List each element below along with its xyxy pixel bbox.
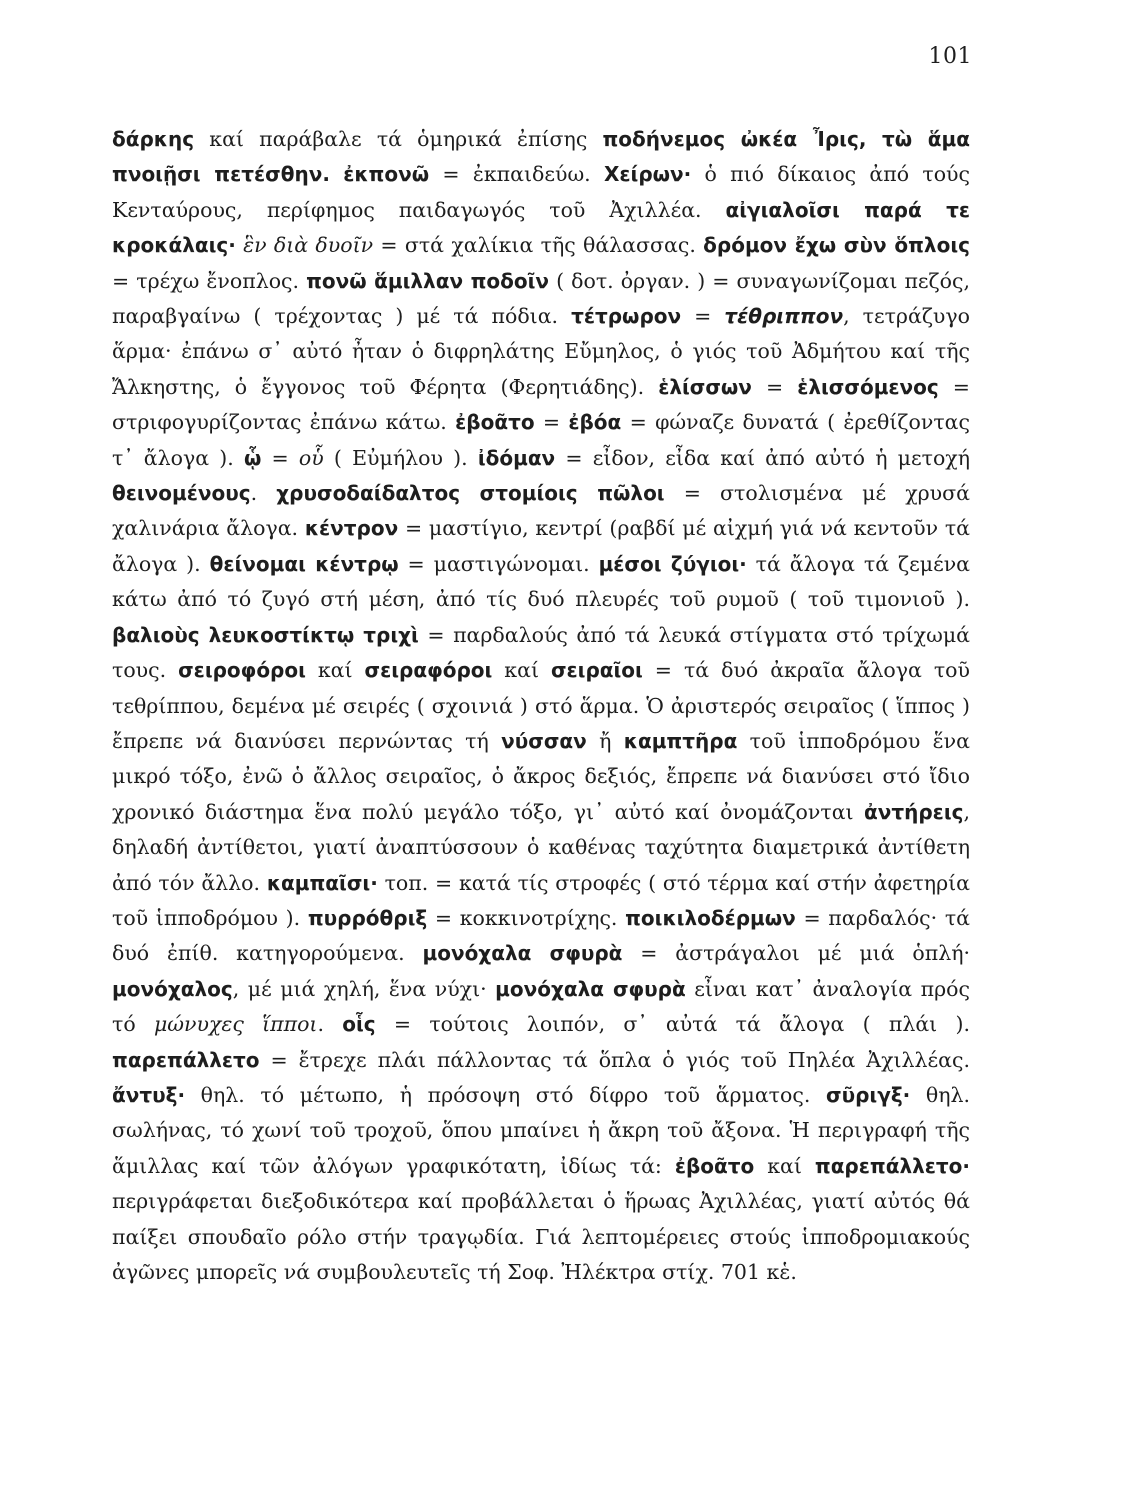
headword: ποικιλοδέρμων xyxy=(625,905,796,930)
gloss-text: = παρδαλούς ἀπό τά λευκά στίγματα στό τρίχωμά τους. xyxy=(112,622,970,683)
headword: σῦριγξ· xyxy=(826,1082,911,1107)
gloss-text: καί παράβαλε τά ὁμηρικά ἐπίσης xyxy=(194,127,603,151)
gloss-text: περιγράφεται διεξοδικότερα καί προβάλλεται ὁ ἥρωας Ἀχιλλέας, γιατί αὐτός θά παίξει σπουδαῖο ρόλο στήν τραγῳδία. Γιά λεπτομέρειες στούς ἱπποδρομιακούς ἀγῶνες μπορεῖς νά συμβουλευτεῖς τή Σοφ. Ἠλέκτρα στίχ. 701 κἑ. xyxy=(112,1189,970,1284)
headword: Χείρων· xyxy=(603,162,692,187)
headword: οἷς xyxy=(342,1012,376,1037)
gloss-text: = ἐκπαιδεύω. xyxy=(429,162,604,187)
gloss-text: = εἶδον, εἶδα καί ἀπό αὐτό ἡ μετοχή xyxy=(555,445,970,470)
gloss-text: = τρέχω ἔνοπλος. xyxy=(112,268,307,293)
headword: ἀντήρεις xyxy=(864,799,964,824)
headword: ἐκπονῶ xyxy=(343,162,430,187)
gloss-text: καί xyxy=(754,1153,815,1178)
gloss-text: , τετράζυγο ἅρμα· ἐπάνω σ᾽ αὐτό ἦταν ὁ διφρηλάτης Εὔμηλος, ὁ γιός τοῦ Ἀδμήτου καί τῆς Ἄλκηστης, ὁ ἔγγονος τοῦ Φέρητα (Φερητιάδης). xyxy=(112,304,970,399)
gloss-text: = xyxy=(261,445,299,470)
gloss-text: θηλ. σωλήνας, τό χωνί τοῦ τροχοῦ, ὅπου μπαίνει ἡ ἄκρη τοῦ ἄξονα. Ἡ περιγραφή τῆς ἅμιλλας καί τῶν ἀλόγων γραφικότατη, ἰδίως τά: xyxy=(112,1082,970,1178)
headword: νύσσαν xyxy=(501,728,587,753)
gloss-text: = μαστίγιο, κεντρί (ραβδί μέ αἰχμή γιά νά κεντοῦν τά ἄλογα ). xyxy=(112,516,970,576)
gloss-text: = στριφογυρίζοντας ἐπάνω κάτω. xyxy=(112,374,970,435)
headword: βαλιοὺς λευκοστίκτῳ τριχὶ xyxy=(112,622,419,647)
gloss-text: ( δοτ. ὀργαν. ) = συναγωνίζομαι πεζός, παραβγαίνω ( τρέχοντας ) μέ τά πόδια. xyxy=(112,268,971,329)
headword: ἑλισσόμενος xyxy=(797,374,939,399)
gloss-text: = xyxy=(534,410,569,435)
headword: σειροφόροι xyxy=(178,658,306,683)
gloss-text xyxy=(330,162,343,186)
gloss-text: εἶναι κατ᾽ ἀναλογία πρός τό xyxy=(112,976,971,1037)
headword: δάρκης xyxy=(112,127,195,151)
headword: παρεπάλλετο xyxy=(112,1047,260,1072)
headword: μονόχαλος xyxy=(112,976,233,1001)
headword-italic: τέθριππον xyxy=(724,304,844,329)
gloss-text: = κοκκινοτρίχης. xyxy=(427,905,626,930)
headword: παρεπάλλετο· xyxy=(814,1153,970,1178)
headword: ἰδόμαν xyxy=(477,445,556,470)
gloss-text: = μαστιγώνομαι. xyxy=(398,551,599,576)
gloss-text: , δηλαδή ἀντίθετοι, γιατί ἀναπτύσσουν ὁ καθένας ταχύτητα διαμετρικά ἀντίθετη ἀπό τόν ἄλλο. xyxy=(112,799,970,895)
headword: κέντρον xyxy=(304,516,399,541)
gloss-text: καί xyxy=(492,658,551,683)
headword: ἑλίσσων xyxy=(658,374,752,399)
headword: ἄντυξ· xyxy=(112,1082,186,1107)
page-number: 101 xyxy=(928,44,972,69)
headword: χρυσοδαίδαλτος στομίοις πῶλοι xyxy=(276,481,665,506)
italic-phrase: ἓν διὰ δυοῖν xyxy=(243,233,374,258)
headword: θεινομένους xyxy=(112,481,251,506)
headword: ἐβοᾶτο xyxy=(455,410,535,435)
gloss-text: = παρδαλός· τά δυό ἐπίθ. κατηγορούμενα. xyxy=(112,905,970,966)
gloss-text: ἤ xyxy=(586,728,624,753)
gloss-text: = τούτοις λοιπόν, σ᾽ αὐτά τά ἄλογα ( πλάι ). xyxy=(375,1012,970,1037)
headword: ποδήνεμος ὠκέα Ἶρις, τὼ ἅμα πνοιῇσι πετέσθην. xyxy=(112,127,970,187)
headword: καμπαῖσι· xyxy=(266,870,378,895)
headword: καμπτῆρα xyxy=(623,728,738,753)
headword: πυρρόθριξ xyxy=(307,905,428,930)
headword: σειραῖοι xyxy=(550,658,643,683)
gloss-text: τά ἄλογα τά ζεμένα κάτω ἀπό τό ζυγό στή μέση, ἀπό τίς δυό πλευρές τοῦ ρυμοῦ ( τοῦ τιμονιοῦ ). xyxy=(112,551,970,612)
gloss-text: = στολισμένα μέ χρυσά χαλινάρια ἄλογα. xyxy=(112,481,970,541)
headword: ᾧ xyxy=(243,445,262,470)
gloss-text: = στά χαλίκια τῆς θάλασσας. xyxy=(373,233,704,258)
gloss-text: = ἔτρεχε πλάι πάλλοντας τά ὅπλα ὁ γιός τοῦ Πηλέα Ἀχιλλέας. xyxy=(259,1047,970,1072)
gloss-text: , μέ μιά χηλή, ἕνα νύχι· xyxy=(232,976,496,1001)
gloss-text: ( Εὐμήλου ). xyxy=(323,445,478,470)
headword: δρόμον ἔχω σὺν ὅπλοις xyxy=(703,233,970,258)
italic-phrase: μώνυχες ἵπποι xyxy=(153,1012,318,1037)
gloss-text: τοῦ ἱπποδρόμου ἕνα μικρό τόξο, ἐνῶ ὁ ἄλλος σειραῖος, ὁ ἄκρος δεξιός, ἔπρεπε νά διανύσει στό ἴδιο χρονικό διάστημα ἕνα πολύ μεγάλο τόξο, γι᾽ αὐτό καί ὀνομάζονται xyxy=(112,728,970,824)
gloss-text: = ἀστράγαλοι μέ μιά ὁπλή· xyxy=(622,941,970,966)
gloss-text: = xyxy=(681,304,725,329)
headword: σειραφόροι xyxy=(364,658,493,683)
headword: αἰγιαλοῖσι παρά τε κροκάλαις· xyxy=(112,197,971,258)
italic-phrase: οὗ xyxy=(298,445,324,470)
gloss-text: = φώναζε δυνατά ( ἐρεθίζοντας τ᾽ ἄλογα ). xyxy=(112,410,971,470)
gloss-text: . xyxy=(250,481,277,506)
gloss-text: καί xyxy=(305,658,365,683)
gloss-text: ὁ πιό δίκαιος ἀπό τούς Κενταύρους, περίφημος παιδαγωγός τοῦ Ἀχιλλέα. xyxy=(112,162,970,222)
gloss-text: . xyxy=(317,1012,343,1037)
headword: τέτρωρον xyxy=(571,304,682,329)
gloss-text: = xyxy=(751,374,798,399)
headword: ἐβοᾶτο xyxy=(674,1153,755,1178)
headword: θείνομαι κέντρῳ xyxy=(209,551,399,576)
headword: ἐβόα xyxy=(568,410,622,435)
gloss-text: = τά δυό ἀκραῖα ἄλογα τοῦ τεθρίππου, δεμένα μέ σειρές ( σχοινιά ) στό ἅρμα. Ὁ ἀριστερός σειραῖος ( ἵππος ) ἔπρεπε νά διανύσει περνώντας τή xyxy=(112,658,970,753)
commentary-paragraph xyxy=(112,122,970,1290)
gloss-text: θηλ. τό μέτωπο, ἡ πρόσοψη στό δίφρο τοῦ ἅρματος. xyxy=(185,1082,826,1107)
headword: μονόχαλα σφυρὰ xyxy=(495,976,686,1001)
headword: μονόχαλα σφυρὰ xyxy=(422,941,623,966)
headword: πονῶ ἅμιλλαν ποδοῖν xyxy=(306,268,550,293)
gloss-text: τοπ. = κατά τίς στροφές ( στό τέρμα καί στήν ἀφετηρία τοῦ ἱπποδρόμου ). xyxy=(112,870,971,930)
headword: μέσοι ζύγιοι· xyxy=(598,551,747,576)
